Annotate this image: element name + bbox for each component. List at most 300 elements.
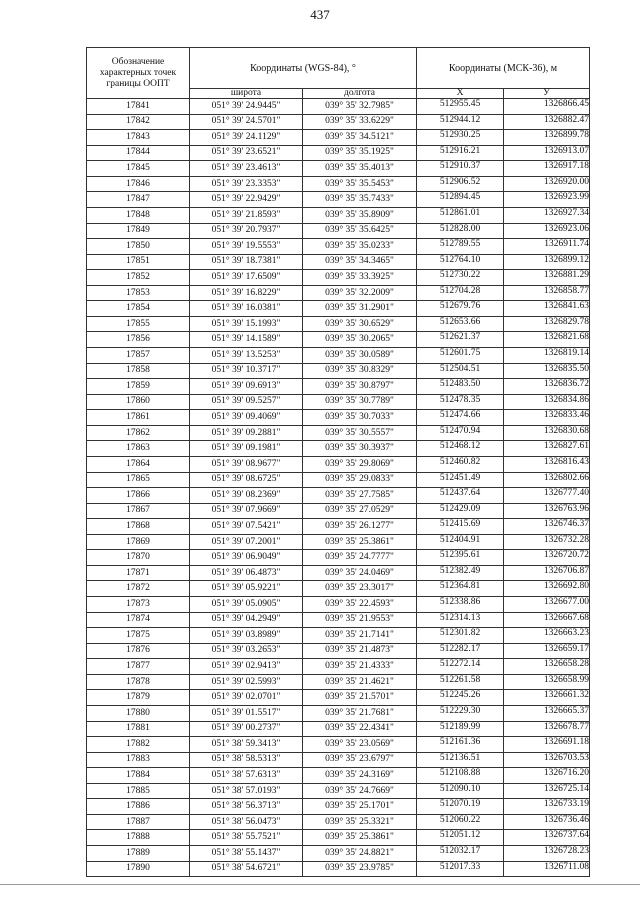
y-coordinate-cell: 1326911.74 <box>504 239 590 255</box>
latitude-cell: 051° 39' 05.9221" <box>190 581 303 597</box>
longitude-cell: 039° 35' 26.1277" <box>303 519 417 535</box>
latitude-cell: 051° 39' 19.5553" <box>190 239 303 255</box>
latitude-cell: 051° 38' 55.7521" <box>190 830 303 846</box>
coordinates-table <box>86 47 590 877</box>
x-coordinate-cell: 512944.12 <box>417 114 504 130</box>
latitude-cell: 051° 39' 24.5701" <box>190 114 303 130</box>
point-id-cell: 17878 <box>87 674 190 690</box>
y-coordinate-cell: 1326821.68 <box>504 332 590 348</box>
latitude-cell: 051° 39' 02.9413" <box>190 659 303 675</box>
point-id-cell: 17872 <box>87 581 190 597</box>
y-coordinate-cell: 1326836.72 <box>504 379 590 395</box>
x-coordinate-cell: 512032.17 <box>417 846 504 862</box>
point-id-cell: 17863 <box>87 441 190 457</box>
x-coordinate-cell: 512704.28 <box>417 285 504 301</box>
y-coordinate-cell: 1326899.12 <box>504 254 590 270</box>
y-coordinate-cell: 1326881.29 <box>504 270 590 286</box>
point-id-cell: 17850 <box>87 239 190 255</box>
x-coordinate-cell: 512906.52 <box>417 176 504 192</box>
table-row <box>87 363 590 379</box>
latitude-cell: 051° 39' 23.3353" <box>190 176 303 192</box>
x-coordinate-cell: 512474.66 <box>417 410 504 426</box>
x-coordinate-cell: 512910.37 <box>417 161 504 177</box>
longitude-cell: 039° 35' 30.8797" <box>303 379 417 395</box>
point-id-cell: 17879 <box>87 690 190 706</box>
table-row <box>87 628 590 644</box>
longitude-cell: 039° 35' 31.2901" <box>303 301 417 317</box>
x-coordinate-cell: 512468.12 <box>417 441 504 457</box>
latitude-cell: 051° 39' 02.0701" <box>190 690 303 706</box>
point-id-cell: 17864 <box>87 456 190 472</box>
longitude-cell: 039° 35' 21.9553" <box>303 612 417 628</box>
latitude-cell: 051° 39' 09.4069" <box>190 410 303 426</box>
x-coordinate-cell: 512161.36 <box>417 737 504 753</box>
y-coordinate-cell: 1326678.77 <box>504 721 590 737</box>
header-longitude: долгота <box>303 89 417 99</box>
table-row <box>87 441 590 457</box>
latitude-cell: 051° 39' 15.1993" <box>190 316 303 332</box>
table-row <box>87 581 590 597</box>
longitude-cell: 039° 35' 24.7669" <box>303 783 417 799</box>
table-row <box>87 379 590 395</box>
table-row <box>87 425 590 441</box>
point-id-cell: 17890 <box>87 861 190 877</box>
latitude-cell: 051° 38' 56.3713" <box>190 799 303 815</box>
x-coordinate-cell: 512437.64 <box>417 488 504 504</box>
x-coordinate-cell: 512090.10 <box>417 783 504 799</box>
point-id-cell: 17843 <box>87 130 190 146</box>
y-coordinate-cell: 1326737.64 <box>504 830 590 846</box>
x-coordinate-cell: 512478.35 <box>417 394 504 410</box>
y-coordinate-cell: 1326920.00 <box>504 176 590 192</box>
latitude-cell: 051° 39' 21.8593" <box>190 207 303 223</box>
y-coordinate-cell: 1326829.78 <box>504 316 590 332</box>
y-coordinate-cell: 1326819.14 <box>504 348 590 364</box>
point-id-cell: 17880 <box>87 705 190 721</box>
y-coordinate-cell: 1326827.61 <box>504 441 590 457</box>
longitude-cell: 039° 35' 32.7985" <box>303 99 417 115</box>
point-id-cell: 17875 <box>87 628 190 644</box>
x-coordinate-cell: 512245.26 <box>417 690 504 706</box>
point-id-cell: 17854 <box>87 301 190 317</box>
longitude-cell: 039° 35' 23.9785" <box>303 861 417 877</box>
x-coordinate-cell: 512382.49 <box>417 565 504 581</box>
point-id-cell: 17851 <box>87 254 190 270</box>
latitude-cell: 051° 39' 14.1589" <box>190 332 303 348</box>
point-id-cell: 17849 <box>87 223 190 239</box>
longitude-cell: 039° 35' 30.6529" <box>303 316 417 332</box>
latitude-cell: 051° 39' 09.2881" <box>190 425 303 441</box>
point-id-cell: 17848 <box>87 207 190 223</box>
x-coordinate-cell: 512070.19 <box>417 799 504 815</box>
longitude-cell: 039° 35' 25.3861" <box>303 830 417 846</box>
x-coordinate-cell: 512955.45 <box>417 99 504 115</box>
longitude-cell: 039° 35' 33.6229" <box>303 114 417 130</box>
longitude-cell: 039° 35' 27.0529" <box>303 503 417 519</box>
point-id-cell: 17871 <box>87 565 190 581</box>
table-row <box>87 534 590 550</box>
latitude-cell: 051° 39' 16.8229" <box>190 285 303 301</box>
point-id-cell: 17857 <box>87 348 190 364</box>
header-point-name: Обозначение характерных точек границы ООПТ <box>87 48 190 99</box>
latitude-cell: 051° 39' 00.2737" <box>190 721 303 737</box>
latitude-cell: 051° 39' 10.3717" <box>190 363 303 379</box>
y-coordinate-cell: 1326830.68 <box>504 425 590 441</box>
longitude-cell: 039° 35' 22.4593" <box>303 597 417 613</box>
longitude-cell: 039° 35' 35.5453" <box>303 176 417 192</box>
table-row <box>87 239 590 255</box>
y-coordinate-cell: 1326835.50 <box>504 363 590 379</box>
y-coordinate-cell: 1326777.40 <box>504 488 590 504</box>
x-coordinate-cell: 512395.61 <box>417 550 504 566</box>
header-wgs84: Координаты (WGS-84), ° <box>190 48 417 89</box>
x-coordinate-cell: 512764.10 <box>417 254 504 270</box>
longitude-cell: 039° 35' 35.1925" <box>303 145 417 161</box>
longitude-cell: 039° 35' 24.8821" <box>303 846 417 862</box>
longitude-cell: 039° 35' 21.4873" <box>303 643 417 659</box>
point-id-cell: 17868 <box>87 519 190 535</box>
longitude-cell: 039° 35' 30.3937" <box>303 441 417 457</box>
table-row <box>87 565 590 581</box>
x-coordinate-cell: 512261.58 <box>417 674 504 690</box>
table-row <box>87 846 590 862</box>
table-row <box>87 643 590 659</box>
latitude-cell: 051° 39' 03.8989" <box>190 628 303 644</box>
latitude-cell: 051° 39' 09.6913" <box>190 379 303 395</box>
latitude-cell: 051° 39' 07.9669" <box>190 503 303 519</box>
longitude-cell: 039° 35' 21.7141" <box>303 628 417 644</box>
x-coordinate-cell: 512679.76 <box>417 301 504 317</box>
table-row <box>87 99 590 115</box>
point-id-cell: 17881 <box>87 721 190 737</box>
y-coordinate-cell: 1326720.72 <box>504 550 590 566</box>
latitude-cell: 051° 39' 08.6725" <box>190 472 303 488</box>
x-coordinate-cell: 512301.82 <box>417 628 504 644</box>
longitude-cell: 039° 35' 34.5121" <box>303 130 417 146</box>
point-id-cell: 17842 <box>87 114 190 130</box>
x-coordinate-cell: 512229.30 <box>417 705 504 721</box>
point-id-cell: 17865 <box>87 472 190 488</box>
longitude-cell: 039° 35' 21.4621" <box>303 674 417 690</box>
point-id-cell: 17853 <box>87 285 190 301</box>
table-row <box>87 830 590 846</box>
y-coordinate-cell: 1326858.77 <box>504 285 590 301</box>
longitude-cell: 039° 35' 25.3321" <box>303 814 417 830</box>
table-row <box>87 721 590 737</box>
longitude-cell: 039° 35' 30.0589" <box>303 348 417 364</box>
longitude-cell: 039° 35' 35.0233" <box>303 239 417 255</box>
latitude-cell: 051° 39' 07.2001" <box>190 534 303 550</box>
longitude-cell: 039° 35' 23.6797" <box>303 752 417 768</box>
latitude-cell: 051° 39' 06.9049" <box>190 550 303 566</box>
x-coordinate-cell: 512189.99 <box>417 721 504 737</box>
point-id-cell: 17866 <box>87 488 190 504</box>
y-coordinate-cell: 1326736.46 <box>504 814 590 830</box>
latitude-cell: 051° 39' 13.5253" <box>190 348 303 364</box>
x-coordinate-cell: 512108.88 <box>417 768 504 784</box>
longitude-cell: 039° 35' 30.7033" <box>303 410 417 426</box>
table-row <box>87 223 590 239</box>
longitude-cell: 039° 35' 30.2065" <box>303 332 417 348</box>
y-coordinate-cell: 1326665.37 <box>504 705 590 721</box>
header-x: X <box>417 89 504 99</box>
y-coordinate-cell: 1326923.99 <box>504 192 590 208</box>
latitude-cell: 051° 38' 57.6313" <box>190 768 303 784</box>
longitude-cell: 039° 35' 30.7789" <box>303 394 417 410</box>
longitude-cell: 039° 35' 34.3465" <box>303 254 417 270</box>
y-coordinate-cell: 1326882.47 <box>504 114 590 130</box>
header-latitude: широта <box>190 89 303 99</box>
x-coordinate-cell: 512364.81 <box>417 581 504 597</box>
table-row <box>87 799 590 815</box>
latitude-cell: 051° 38' 59.3413" <box>190 737 303 753</box>
latitude-cell: 051° 39' 22.9429" <box>190 192 303 208</box>
y-coordinate-cell: 1326923.06 <box>504 223 590 239</box>
y-coordinate-cell: 1326917.18 <box>504 161 590 177</box>
latitude-cell: 051° 38' 58.5313" <box>190 752 303 768</box>
latitude-cell: 051° 39' 20.7937" <box>190 223 303 239</box>
longitude-cell: 039° 35' 25.1701" <box>303 799 417 815</box>
y-coordinate-cell: 1326899.78 <box>504 130 590 146</box>
x-coordinate-cell: 512504.51 <box>417 363 504 379</box>
latitude-cell: 051° 39' 24.1129" <box>190 130 303 146</box>
y-coordinate-cell: 1326706.87 <box>504 565 590 581</box>
point-id-cell: 17856 <box>87 332 190 348</box>
table-row <box>87 207 590 223</box>
table-row <box>87 488 590 504</box>
longitude-cell: 039° 35' 35.6425" <box>303 223 417 239</box>
x-coordinate-cell: 512429.09 <box>417 503 504 519</box>
latitude-cell: 051° 39' 09.5257" <box>190 394 303 410</box>
longitude-cell: 039° 35' 32.2009" <box>303 285 417 301</box>
y-coordinate-cell: 1326841.63 <box>504 301 590 317</box>
point-id-cell: 17882 <box>87 737 190 753</box>
longitude-cell: 039° 35' 24.0469" <box>303 565 417 581</box>
point-id-cell: 17855 <box>87 316 190 332</box>
table-row <box>87 285 590 301</box>
table-row <box>87 612 590 628</box>
latitude-cell: 051° 39' 23.6521" <box>190 145 303 161</box>
y-coordinate-cell: 1326659.17 <box>504 643 590 659</box>
point-id-cell: 17844 <box>87 145 190 161</box>
point-id-cell: 17869 <box>87 534 190 550</box>
longitude-cell: 039° 35' 29.0833" <box>303 472 417 488</box>
x-coordinate-cell: 512282.17 <box>417 643 504 659</box>
latitude-cell: 051° 39' 18.7381" <box>190 254 303 270</box>
point-id-cell: 17885 <box>87 783 190 799</box>
point-id-cell: 17862 <box>87 425 190 441</box>
table-row <box>87 176 590 192</box>
table-row <box>87 814 590 830</box>
longitude-cell: 039° 35' 35.4013" <box>303 161 417 177</box>
point-id-cell: 17860 <box>87 394 190 410</box>
point-id-cell: 17841 <box>87 99 190 115</box>
latitude-cell: 051° 38' 56.0473" <box>190 814 303 830</box>
point-id-cell: 17858 <box>87 363 190 379</box>
x-coordinate-cell: 512621.37 <box>417 332 504 348</box>
point-id-cell: 17888 <box>87 830 190 846</box>
y-coordinate-cell: 1326834.86 <box>504 394 590 410</box>
x-coordinate-cell: 512051.12 <box>417 830 504 846</box>
longitude-cell: 039° 35' 30.8329" <box>303 363 417 379</box>
x-coordinate-cell: 512338.86 <box>417 597 504 613</box>
point-id-cell: 17852 <box>87 270 190 286</box>
x-coordinate-cell: 512861.01 <box>417 207 504 223</box>
y-coordinate-cell: 1326667.68 <box>504 612 590 628</box>
table-row <box>87 254 590 270</box>
longitude-cell: 039° 35' 35.7433" <box>303 192 417 208</box>
table-row <box>87 768 590 784</box>
table-row <box>87 145 590 161</box>
longitude-cell: 039° 35' 24.7777" <box>303 550 417 566</box>
y-coordinate-cell: 1326658.28 <box>504 659 590 675</box>
y-coordinate-cell: 1326866.45 <box>504 99 590 115</box>
longitude-cell: 039° 35' 23.0569" <box>303 737 417 753</box>
table-row <box>87 114 590 130</box>
y-coordinate-cell: 1326927.34 <box>504 207 590 223</box>
y-coordinate-cell: 1326816.43 <box>504 456 590 472</box>
table-row <box>87 503 590 519</box>
y-coordinate-cell: 1326661.32 <box>504 690 590 706</box>
point-id-cell: 17859 <box>87 379 190 395</box>
table-row <box>87 659 590 675</box>
point-id-cell: 17884 <box>87 768 190 784</box>
footer-divider <box>0 884 640 885</box>
page-number: 437 <box>310 7 330 22</box>
y-coordinate-cell: 1326703.53 <box>504 752 590 768</box>
longitude-cell: 039° 35' 25.3861" <box>303 534 417 550</box>
longitude-cell: 039° 35' 21.5701" <box>303 690 417 706</box>
table-row <box>87 192 590 208</box>
table-row <box>87 690 590 706</box>
latitude-cell: 051° 39' 07.5421" <box>190 519 303 535</box>
x-coordinate-cell: 512017.33 <box>417 861 504 877</box>
latitude-cell: 051° 39' 05.0905" <box>190 597 303 613</box>
x-coordinate-cell: 512730.22 <box>417 270 504 286</box>
x-coordinate-cell: 512828.00 <box>417 223 504 239</box>
longitude-cell: 039° 35' 35.8909" <box>303 207 417 223</box>
latitude-cell: 051° 38' 55.1437" <box>190 846 303 862</box>
latitude-cell: 051° 39' 04.2949" <box>190 612 303 628</box>
point-id-cell: 17887 <box>87 814 190 830</box>
y-coordinate-cell: 1326763.96 <box>504 503 590 519</box>
latitude-cell: 051° 39' 16.0381" <box>190 301 303 317</box>
latitude-cell: 051° 39' 24.9445" <box>190 99 303 115</box>
point-id-cell: 17870 <box>87 550 190 566</box>
longitude-cell: 039° 35' 23.3017" <box>303 581 417 597</box>
x-coordinate-cell: 512894.45 <box>417 192 504 208</box>
point-id-cell: 17883 <box>87 752 190 768</box>
point-id-cell: 17877 <box>87 659 190 675</box>
table-row <box>87 410 590 426</box>
longitude-cell: 039° 35' 30.5557" <box>303 425 417 441</box>
y-coordinate-cell: 1326802.66 <box>504 472 590 488</box>
x-coordinate-cell: 512451.49 <box>417 472 504 488</box>
latitude-cell: 051° 38' 54.6721" <box>190 861 303 877</box>
point-id-cell: 17886 <box>87 799 190 815</box>
table-row <box>87 301 590 317</box>
x-coordinate-cell: 512415.69 <box>417 519 504 535</box>
point-id-cell: 17876 <box>87 643 190 659</box>
point-id-cell: 17874 <box>87 612 190 628</box>
table-row <box>87 161 590 177</box>
longitude-cell: 039° 35' 27.7585" <box>303 488 417 504</box>
y-coordinate-cell: 1326677.00 <box>504 597 590 613</box>
y-coordinate-cell: 1326725.14 <box>504 783 590 799</box>
table-row <box>87 456 590 472</box>
table-row <box>87 783 590 799</box>
y-coordinate-cell: 1326691.18 <box>504 737 590 753</box>
header-y: У <box>504 89 590 99</box>
y-coordinate-cell: 1326733.19 <box>504 799 590 815</box>
table-row <box>87 348 590 364</box>
point-id-cell: 17846 <box>87 176 190 192</box>
y-coordinate-cell: 1326833.46 <box>504 410 590 426</box>
x-coordinate-cell: 512930.25 <box>417 130 504 146</box>
latitude-cell: 051° 38' 57.0193" <box>190 783 303 799</box>
x-coordinate-cell: 512916.21 <box>417 145 504 161</box>
latitude-cell: 051° 39' 08.9677" <box>190 456 303 472</box>
latitude-cell: 051° 39' 08.2369" <box>190 488 303 504</box>
latitude-cell: 051° 39' 01.5517" <box>190 705 303 721</box>
point-id-cell: 17873 <box>87 597 190 613</box>
x-coordinate-cell: 512136.51 <box>417 752 504 768</box>
table-row <box>87 332 590 348</box>
table-row <box>87 472 590 488</box>
latitude-cell: 051° 39' 09.1981" <box>190 441 303 457</box>
y-coordinate-cell: 1326732.28 <box>504 534 590 550</box>
longitude-cell: 039° 35' 24.3169" <box>303 768 417 784</box>
latitude-cell: 051° 39' 06.4873" <box>190 565 303 581</box>
y-coordinate-cell: 1326658.99 <box>504 674 590 690</box>
x-coordinate-cell: 512483.50 <box>417 379 504 395</box>
table-row <box>87 597 590 613</box>
y-coordinate-cell: 1326663.23 <box>504 628 590 644</box>
latitude-cell: 051° 39' 23.4613" <box>190 161 303 177</box>
x-coordinate-cell: 512404.91 <box>417 534 504 550</box>
table-row <box>87 519 590 535</box>
header-msk36: Координаты (МСК-36), м <box>417 48 590 89</box>
latitude-cell: 051° 39' 03.2653" <box>190 643 303 659</box>
x-coordinate-cell: 512470.94 <box>417 425 504 441</box>
x-coordinate-cell: 512601.75 <box>417 348 504 364</box>
longitude-cell: 039° 35' 22.4341" <box>303 721 417 737</box>
x-coordinate-cell: 512060.22 <box>417 814 504 830</box>
x-coordinate-cell: 512272.14 <box>417 659 504 675</box>
y-coordinate-cell: 1326711.08 <box>504 861 590 877</box>
x-coordinate-cell: 512460.82 <box>417 456 504 472</box>
point-id-cell: 17867 <box>87 503 190 519</box>
x-coordinate-cell: 512789.55 <box>417 239 504 255</box>
longitude-cell: 039° 35' 21.4333" <box>303 659 417 675</box>
table-row <box>87 316 590 332</box>
latitude-cell: 051° 39' 17.6509" <box>190 270 303 286</box>
table-row <box>87 752 590 768</box>
y-coordinate-cell: 1326728.23 <box>504 846 590 862</box>
y-coordinate-cell: 1326746.37 <box>504 519 590 535</box>
table-row <box>87 130 590 146</box>
x-coordinate-cell: 512653.66 <box>417 316 504 332</box>
point-id-cell: 17889 <box>87 846 190 862</box>
y-coordinate-cell: 1326716.20 <box>504 768 590 784</box>
point-id-cell: 17861 <box>87 410 190 426</box>
table-row <box>87 674 590 690</box>
y-coordinate-cell: 1326692.80 <box>504 581 590 597</box>
longitude-cell: 039° 35' 21.7681" <box>303 705 417 721</box>
x-coordinate-cell: 512314.13 <box>417 612 504 628</box>
latitude-cell: 051° 39' 02.5993" <box>190 674 303 690</box>
point-id-cell: 17845 <box>87 161 190 177</box>
